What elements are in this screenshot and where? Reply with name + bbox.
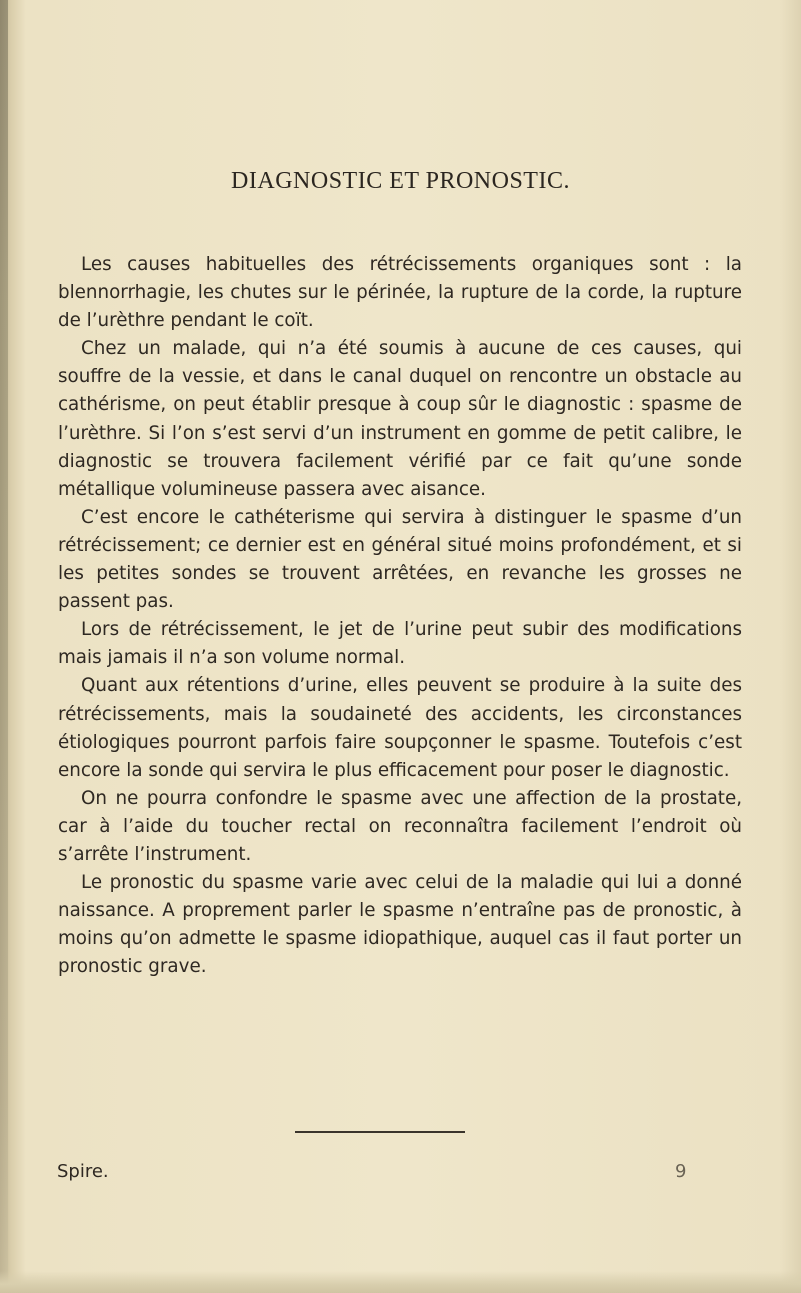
footer-rule bbox=[295, 1131, 465, 1133]
footer-signature: Spire. bbox=[57, 1161, 109, 1182]
page-title: DIAGNOSTIC ET PRONOSTIC. bbox=[231, 168, 570, 194]
paragraph-jet-urine: Lors de rétrécissement, le jet de l’urine peut subir des modifications mais jamais il n’a son volume normal. bbox=[58, 619, 742, 669]
body-text bbox=[58, 251, 742, 981]
paragraph-retentions: Quant aux rétentions d’urine, elles peuvent se produire à la suite des rétrécissements, mais la soudaineté des accidents, les circonstances étiologiques pourront parfois faire soupçonner le spasme. Toutefois c’est encore la sonde qui servira le plus efficacement pour poser le diagnostic. bbox=[58, 675, 742, 781]
paragraph-prostate: On ne pourra confondre le spasme avec une affection de la prostate, car à l’aide du toucher rectal on reconnaîtra facilement l’endroit où s’arrête l’instrument. bbox=[58, 787, 742, 865]
page-bottom-edge bbox=[0, 1271, 801, 1293]
paragraph-diagnostic: Chez un malade, qui n’a été soumis à aucune de ces causes, qui souffre de la vessie, et dans le canal duquel on rencontre un obstacle au cathérisme, on peut établir presque à coup sûr le diagnostic : spasme de l’urèthre. Si l’on s’est servi d’un instrument en gomme de petit calibre, le diagnostic se trouvera facilement vérifié par ce fait qu’une sonde métallique volumineuse passera avec aisance. bbox=[58, 338, 742, 500]
paragraph-pronostic: Le pronostic du spasme varie avec celui de la maladie qui lui a donné naissance. A proprement parler le spasme n’entraîne pas de pronostic, à moins qu’on admette le spasme idiopathique, auquel cas il faut porter un pronostic grave. bbox=[58, 872, 742, 978]
paragraph-causes: Les causes habituelles des rétrécissements organiques sont : la blennorrhagie, les chutes sur le périnée, la rupture de la corde, la rupture de l’urèthre pendant le coït. bbox=[58, 254, 742, 332]
footer-sheet-mark: 9 bbox=[675, 1161, 687, 1182]
paragraph-catheterisme: C’est encore le cathéterisme qui servira à distinguer le spasme d’un rétrécissement; ce dernier est en général situé moins profondément, et si les petites sondes se trouvent arrêtées, en revanche les grosses ne passent pas. bbox=[58, 506, 742, 613]
